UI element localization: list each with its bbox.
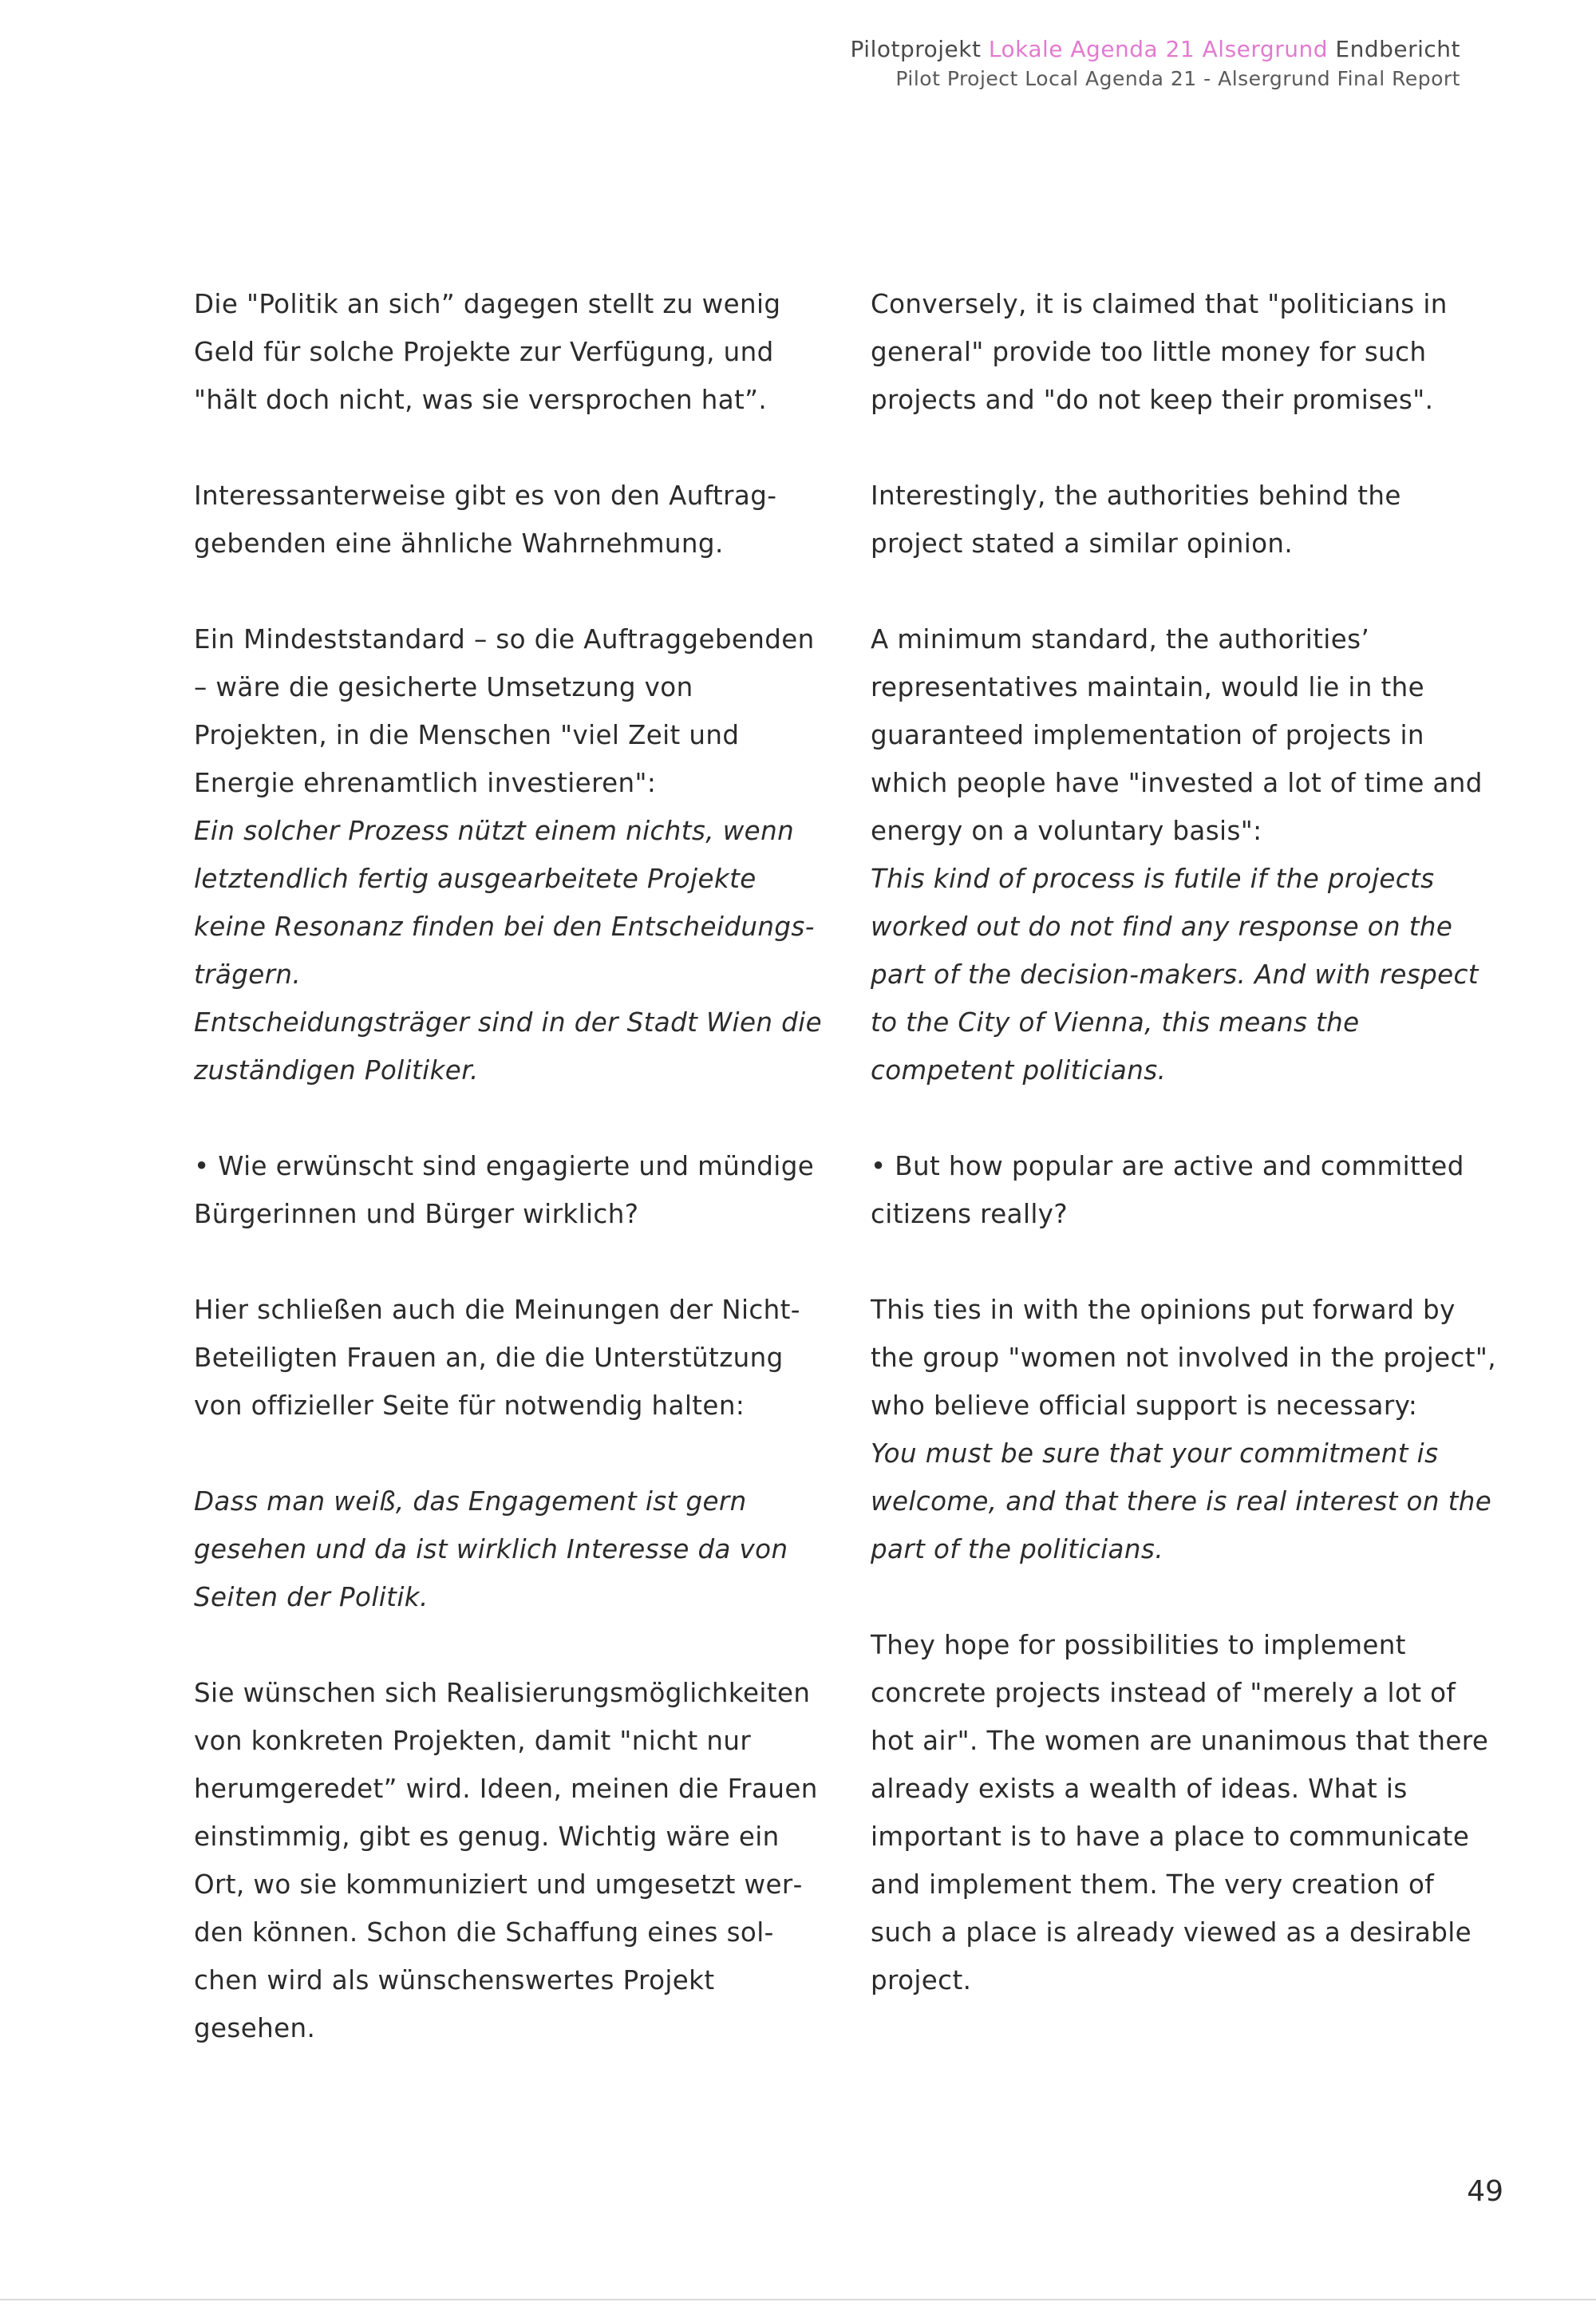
english-quote-1: This kind of process is futile if the projects worked out do not find any response on the part of the decision-makers. And with respect to the City of Vienna, this means the competent politicians. [871, 864, 1479, 1086]
english-paragraph-3 [871, 615, 1501, 1094]
german-quote-1: Ein solcher Prozess nützt einem nichts, wenn letztendlich fertig ausgearbeitete Projekte keine Resonanz finden bei den Entscheidungsträgern. [194, 816, 815, 990]
german-quote-2: Entscheidungsträger sind in der Stadt Wien die zuständigen Politiker. [194, 1007, 822, 1086]
german-paragraph-7: Sie wünschen sich Realisierungsmöglichkeiten von konkreten Projekten, damit "nicht nur herumgeredet” wird. Ideen, meinen die Frauen einstimmig, gibt es genug. Wichtig wäre ein Ort, wo sie kommuniziert und umgesetzt werden können. Schon die Schaffung eines solchen wird als wünschenswertes Projekt gesehen. [194, 1678, 818, 2043]
english-paragraph-6: They hope for possibilities to implement concrete projects instead of "merely a lot of hot air". The women are unanimous that there already exists a wealth of ideas. What is important is to have a place to communicate and implement them. The very creation of such a place is already viewed as a desirable project. [871, 1630, 1489, 1996]
english-paragraph-1: Conversely, it is claimed that "politicians in general" provide too little money for such projects and "do not keep their promises". [871, 289, 1448, 415]
german-bullet-question: • Wie erwünscht sind engagierte und mündige Bürgerinnen und Bürger wirklich? [194, 1151, 815, 1229]
header-suffix: Endbericht [1335, 36, 1460, 62]
german-paragraph-5: Hier schließen auch die Meinungen der Nicht-Beteiligten Frauen an, die die Unterstützung von offizieller Seite für notwendig halten: [194, 1295, 800, 1421]
german-column [194, 280, 824, 2100]
header-project-name: Lokale Agenda 21 Alsergrund [988, 36, 1328, 62]
english-bullet-question: • But how popular are active and committed citizens really? [871, 1151, 1464, 1229]
english-paragraph-2: Interestingly, the authorities behind the project stated a similar opinion. [871, 481, 1401, 559]
running-header [851, 34, 1460, 93]
german-paragraph-2: Interessanterweise gibt es von den Auftraggebenden eine ähnliche Wahrnehmung. [194, 481, 777, 559]
english-paragraph-5-intro: This ties in with the opinions put forward by the group "women not involved in the project", who believe official support is necessary: [871, 1295, 1497, 1421]
german-paragraph-3 [194, 615, 824, 1094]
german-paragraph-3-intro: Ein Mindeststandard – so die Auftraggebenden – wäre die gesicherte Umsetzung von Projekten, in die Menschen "viel Zeit und Energie ehrenamtlich investieren": [194, 624, 815, 798]
english-paragraph-5 [871, 1286, 1501, 1573]
header-title-line [851, 34, 1460, 65]
bottom-edge-rule [0, 2299, 1596, 2300]
german-paragraph-1: Die "Politik an sich” dagegen stellt zu wenig Geld für solche Projekte zur Verfügung, und "hält doch nicht, was sie versprochen hat”. [194, 289, 781, 415]
header-prefix: Pilotprojekt [850, 36, 982, 62]
english-paragraph-3-intro: A minimum standard, the authorities’ representatives maintain, would lie in the guaranteed implementation of projects in which people have "invested a lot of time and energy on a voluntary basis": [871, 624, 1483, 846]
english-quote-2: You must be sure that your commitment is welcome, and that there is real interest on the part of the politicians. [871, 1438, 1492, 1564]
header-subtitle: Pilot Project Local Agenda 21 - Alsergrund Final Report [895, 67, 1460, 91]
page-number: 49 [1467, 2175, 1503, 2208]
german-quote-3: Dass man weiß, das Engagement ist gern gesehen und da ist wirklich Interesse da von Seiten der Politik. [194, 1486, 788, 1612]
english-column [871, 280, 1501, 2052]
